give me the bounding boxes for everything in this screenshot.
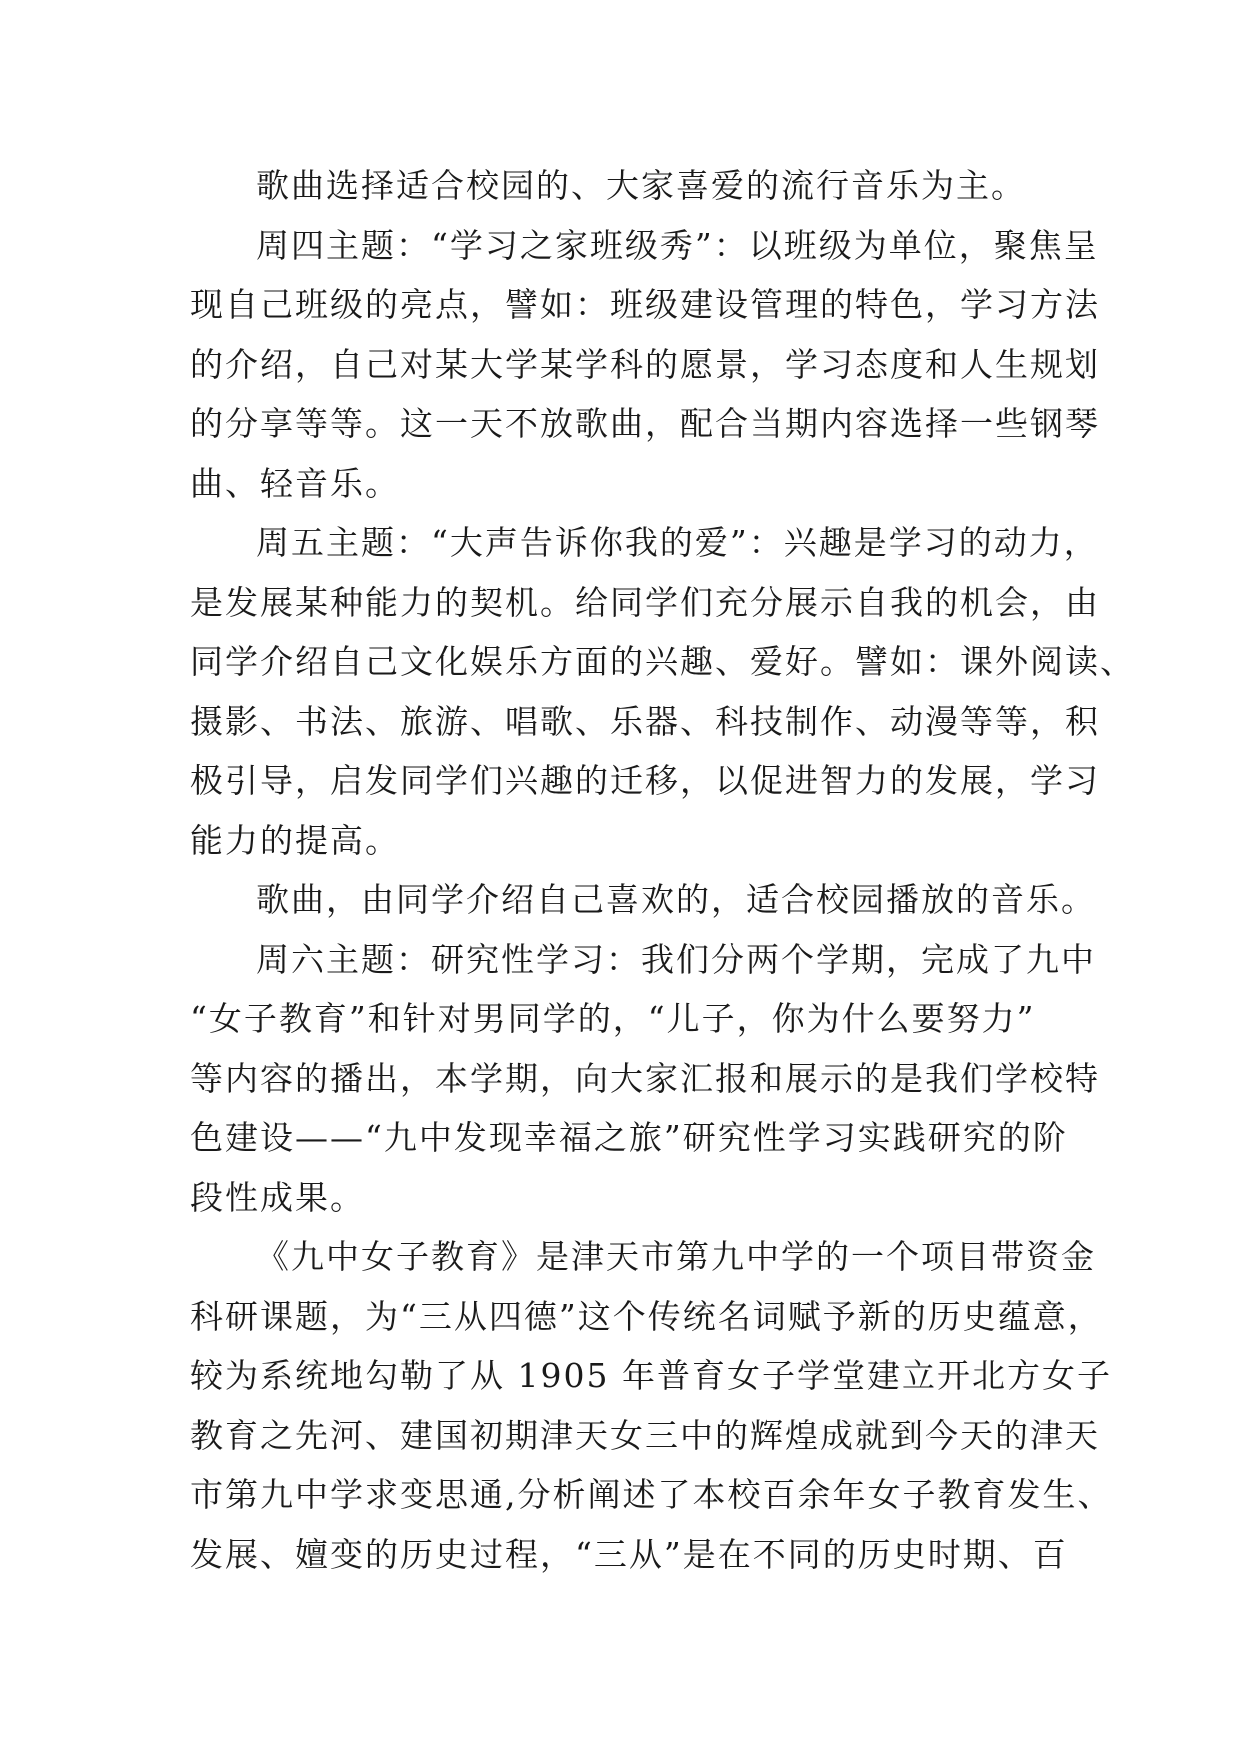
text-line: 歌曲，由同学介绍自己喜欢的，适合校园播放的音乐。 bbox=[256, 880, 1096, 919]
text-line: 同学介绍自己文化娱乐方面的兴趣、爱好。譬如：课外阅读、 bbox=[190, 642, 1135, 681]
text-line: 极引导，启发同学们兴趣的迁移，以促进智力的发展，学习 bbox=[190, 761, 1100, 800]
body-text bbox=[190, 156, 1135, 1584]
text-line: 科研课题，为“三从四德”这个传统名词赋予新的历史蕴意， bbox=[190, 1296, 1103, 1336]
text-line: 周五主题：“大声告诉你我的爱”：兴趣是学习的动力， bbox=[256, 523, 1099, 562]
text-line: 色建设——“九中发现幸福之旅”研究性学习实践研究的阶 bbox=[190, 1118, 1068, 1157]
text-line: 现自己班级的亮点，譬如：班级建设管理的特色，学习方法 bbox=[190, 285, 1100, 324]
text-line: 市第九中学求变思通,分析阐述了本校百余年女子教育发生、 bbox=[190, 1475, 1113, 1514]
text-line: 的分享等等。这一天不放歌曲，配合当期内容选择一些钢琴 bbox=[190, 404, 1100, 443]
text-line: 发展、嬗变的历史过程，“三从”是在不同的历史时期、百 bbox=[190, 1534, 1068, 1574]
text-line: 等内容的播出，本学期，向大家汇报和展示的是我们学校特 bbox=[190, 1058, 1100, 1098]
text-line: 《九中女子教育》是津天市第九中学的一个项目带资金 bbox=[256, 1237, 1096, 1276]
text-line: 能力的提高。 bbox=[190, 820, 400, 860]
text-line: “女子教育”和针对男同学的，“儿子，你为什么要努力” bbox=[190, 999, 1036, 1038]
text-line: 摄影、书法、旅游、唱歌、乐器、科技制作、动漫等等，积 bbox=[190, 701, 1100, 741]
text-line: 段性成果。 bbox=[190, 1177, 365, 1217]
text-line: 歌曲选择适合校园的、大家喜爱的流行音乐为主。 bbox=[256, 166, 1026, 205]
text-line: 周六主题：研究性学习：我们分两个学期，完成了九中 bbox=[256, 939, 1096, 979]
text-line: 教育之先河、建国初期津天女三中的辉煌成就到今天的津天 bbox=[190, 1415, 1100, 1455]
text-line: 是发展某种能力的契机。给同学们充分展示自我的机会，由 bbox=[190, 582, 1100, 622]
text-line: 周四主题：“学习之家班级秀”：以班级为单位，聚焦呈 bbox=[256, 225, 1099, 265]
text-line: 曲、轻音乐。 bbox=[190, 463, 400, 503]
text-line: 的介绍，自己对某大学某学科的愿景，学习态度和人生规划 bbox=[190, 344, 1100, 384]
text-line: 较为系统地勾勒了从 1905 年普育女子学堂建立开北方女子 bbox=[190, 1356, 1112, 1395]
